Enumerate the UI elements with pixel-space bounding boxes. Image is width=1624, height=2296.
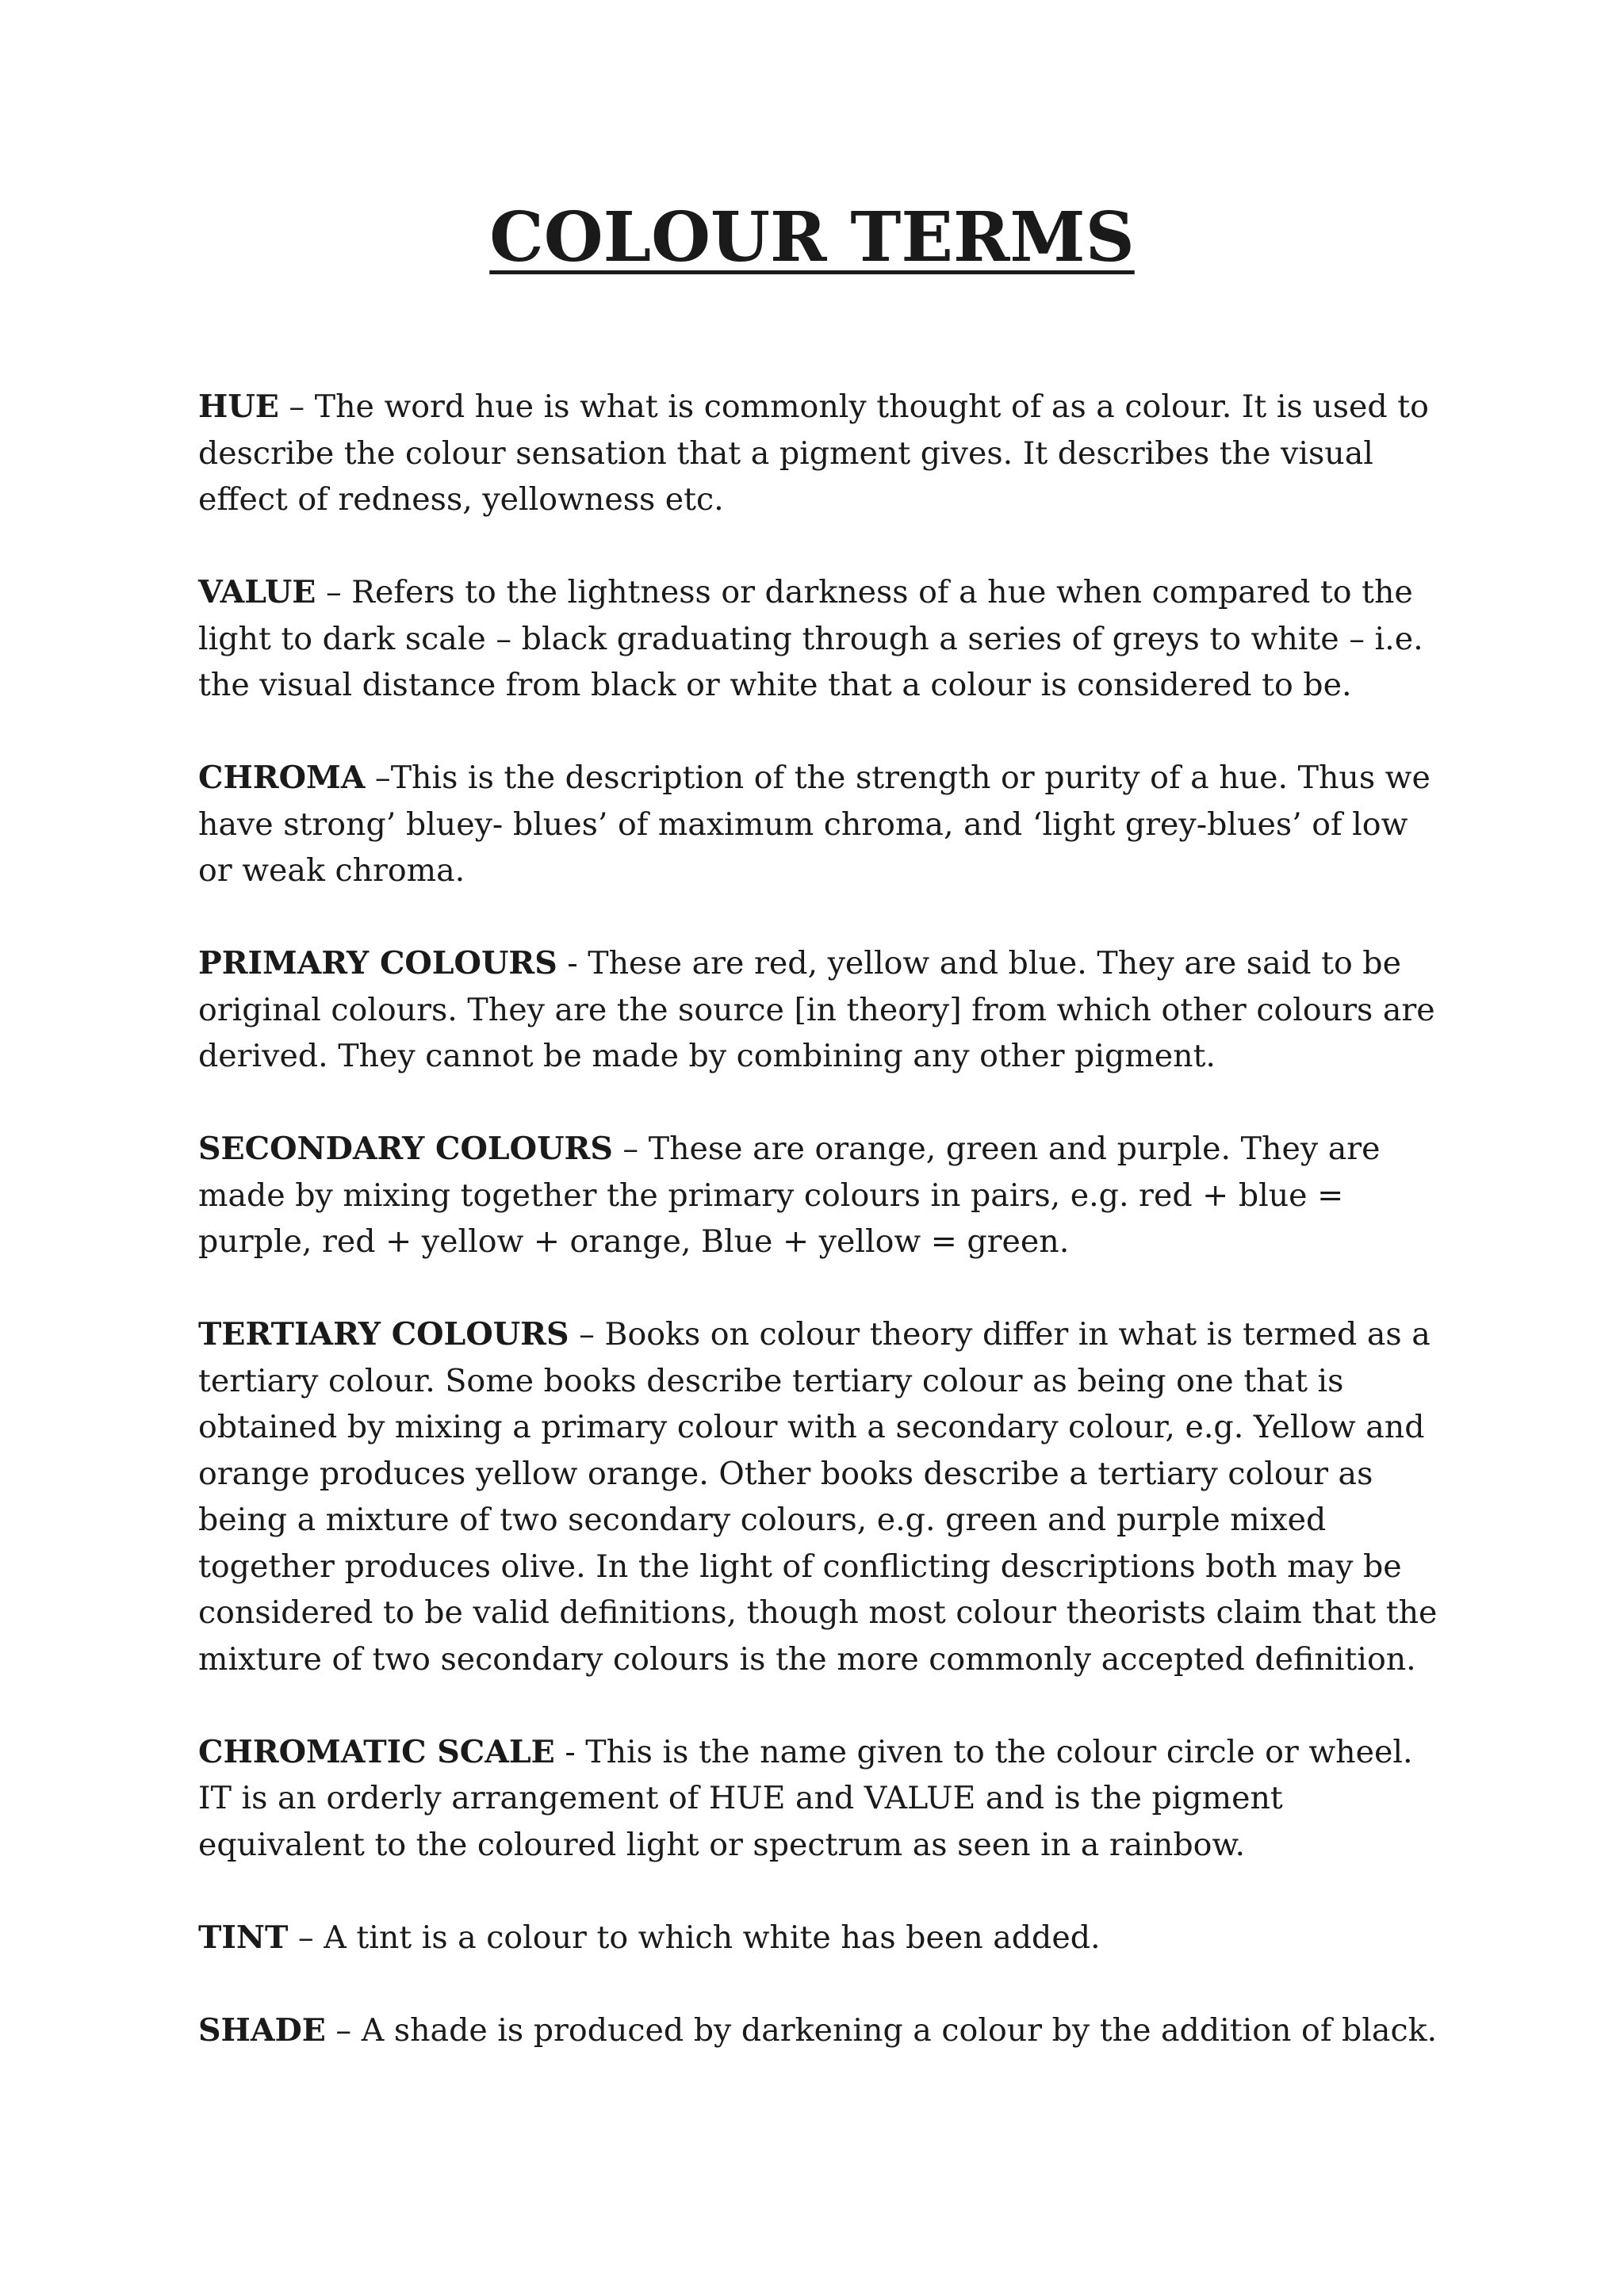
term-name: CHROMA [198,760,366,796]
term-separator: – [316,574,352,610]
term-definition: Refers to the lightness or darkness of a hue when compared to the light to dark scale – black graduating through a series of greys to white – i.e. the visual distance from black or white that a colour is considered to be. [198,574,1423,703]
terms-list [198,384,1443,2100]
term-name: CHROMATIC SCALE [198,1733,555,1770]
term-separator: – [325,2011,362,2049]
term-chromatic-scale [198,1729,1443,1869]
term-separator: – [612,1131,649,1167]
term-definition: The word hue is what is commonly thought of as a colour. It is used to describe the colour sensation that a pigment gives. It describes the visual effect of redness, yellowness etc. [198,388,1429,518]
term-separator: - [557,945,588,982]
term-secondary-colours [198,1126,1443,1265]
term-name: HUE [198,388,279,425]
term-definition: Books on colour theory differ in what is termed as a tertiary colour. Some books describe tertiary colour as being one that is obtained by mixing a primary colour with a secondary colour, e.g. Yellow and orange produces yellow orange. Other books describe a tertiary colour as being a mixture of two secondary colours, e.g. green and purple mixed together produces olive. In the light of conflicting descriptions both may be considered to be valid definitions, though most colour theorists claim that the mixture of two secondary colours is the more commonly accepted definition. [198,1316,1438,1678]
term-definition: These are red, yellow and blue. They are said to be original colours. They are the source [in theory] from which other colours are derived. They cannot be made by combining any other pigment. [198,945,1435,1074]
term-hue [198,384,1443,523]
term-name: TERTIARY COLOURS [198,1316,569,1353]
term-definition: This is the name given to the colour circle or wheel. IT is an orderly arrangement of HUE and VALUE and is the pigment equivalent to the coloured light or spectrum as seen in a rainbow. [198,1733,1413,1863]
term-definition: This is the description of the strength or purity of a hue. Thus we have strong’ bluey- blues’ of maximum chroma, and ‘light grey-blues’ of low or weak chroma. [198,760,1431,889]
term-separator: – [569,1316,605,1353]
term-definition: These are orange, green and purple. They are made by mixing together the primary colours in pairs, e.g. red + blue = purple, red + yellow + orange, Blue + yellow = green. [198,1131,1381,1260]
term-tint [198,1915,1443,1961]
term-separator: – [365,760,391,796]
page-title-text: COLOUR TERMS [489,197,1135,277]
term-separator: – [278,388,315,425]
term-name: SHADE [198,2011,326,2049]
term-name: TINT [198,1919,289,1956]
term-name: VALUE [198,574,316,610]
term-chroma [198,755,1443,894]
term-primary-colours [198,940,1443,1080]
term-definition: A shade is produced by darkening a colour by the addition of black. [361,2011,1438,2049]
term-separator: - [554,1733,586,1770]
term-shade [198,2007,1443,2054]
term-name: PRIMARY COLOURS [198,945,557,982]
term-name: SECONDARY COLOURS [198,1131,613,1167]
page-title [0,198,1624,277]
term-separator: – [288,1919,324,1956]
term-value [198,569,1443,709]
term-tertiary-colours [198,1311,1443,1682]
term-definition: A tint is a colour to which white has been added. [324,1919,1101,1956]
